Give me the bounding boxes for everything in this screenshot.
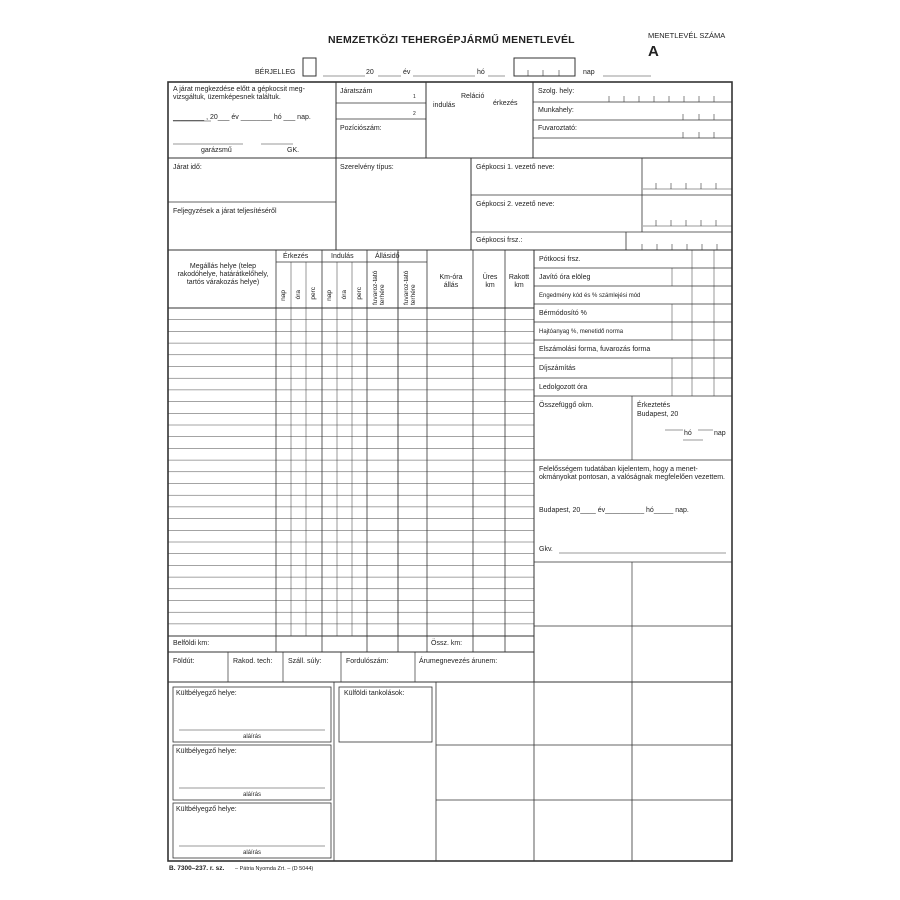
gepkocsi-frsz-label: Gépkocsi frsz.:: [476, 237, 523, 244]
kulfoldi-tankolasok-label: Külföldi tankolások:: [344, 690, 405, 697]
indulas-ora: óra: [341, 290, 348, 300]
rakott-km-header: Rakott km: [508, 274, 530, 289]
erkeztetes-label: Érkeztetés: [637, 402, 671, 409]
check-date-line: ________ , 20___ év ________ hó ___ nap.: [173, 114, 311, 121]
foldut-label: Földút:: [173, 658, 195, 665]
erkezes-ora: óra: [295, 290, 302, 300]
erkeztetes-nap: nap: [714, 430, 726, 437]
felelosseg-text: Felelősségem tudatában kijelentem, hogy a menet-okmányokat pontosan, a valóságnak megfelelően vezettem.: [539, 466, 726, 481]
relacio-indulas: indulás: [433, 102, 456, 109]
allasido-header: Állásidő: [375, 253, 400, 260]
rakod-tech-label: Rakod. tech:: [233, 658, 273, 665]
year-prefix: 20: [366, 69, 374, 76]
check-text: A járat megkezdése előtt a gépkocsit meg-vizsgáltuk, üzemképesnek találtuk.: [173, 86, 305, 101]
kultelyegzo-1-label: Kültbélyegző helye:: [176, 690, 237, 697]
vezeto2-label: Gépkocsi 2. vezető neve:: [476, 201, 555, 208]
gk-label: GK.: [287, 147, 300, 154]
engedmeny-label: Engedmény kód és % számlejési mód: [539, 293, 641, 299]
alairas-2: aláírás: [243, 792, 262, 798]
ossz-km-label: Össz. km:: [431, 640, 463, 647]
szerelveny-label: Szerelvény típus:: [340, 164, 394, 171]
ho-label: hó: [477, 69, 485, 76]
kmora-header: Km-óra állás: [439, 274, 463, 289]
ev-label: év: [403, 69, 411, 76]
erkezes-header: Érkezés: [283, 253, 309, 260]
szolg-hely-label: Szolg. hely:: [538, 88, 575, 95]
form-grid-lines: [143, 0, 755, 900]
budapest-date-line: Budapest, 20____ év__________ hó_____ nap.: [539, 507, 689, 514]
kultelyegzo-3-label: Kültbélyegző helye:: [176, 806, 237, 813]
ures-km-header: Üres km: [482, 274, 498, 289]
relacio-erkezes: érkezés: [493, 100, 518, 107]
indulas-nap: nap: [326, 290, 333, 301]
potkocsi-label: Pótkocsi frsz.: [539, 256, 581, 263]
jaratszam-index-2: 2: [413, 111, 416, 117]
gkv-label: Gkv.: [539, 546, 553, 553]
erkezes-nap: nap: [280, 290, 287, 301]
garazsmu-label: garázsmű: [201, 147, 232, 154]
szall-suly-label: Száll. súly:: [288, 658, 322, 665]
form-page: [143, 0, 755, 900]
jaratszam-index-1: 1: [413, 94, 416, 100]
elszamolasi-label: Elszámolási forma, fuvarozás forma: [539, 346, 651, 353]
ledolgozott-label: Ledolgozott óra: [539, 384, 588, 391]
vezeto1-label: Gépkocsi 1. vezető neve:: [476, 164, 555, 171]
osszefuggo-label: Összefüggő okm.: [539, 402, 594, 409]
erkeztetes-ho: hó: [684, 430, 692, 437]
feljegyzesek-label: Feljegyzések a járat teljesítéséről: [173, 208, 277, 215]
alairas-1: aláírás: [243, 734, 262, 740]
form-title: NEMZETKÖZI TEHERGÉPJÁRMŰ MENETLEVÉL: [328, 34, 575, 46]
belfoldi-km-label: Belföldi km:: [173, 640, 210, 647]
berjelleg-label: BÉRJELLEG: [255, 69, 296, 76]
erkezes-perc: perc: [310, 287, 317, 300]
pozicioszam-label: Pozíciószám:: [340, 125, 382, 132]
nap-label: nap: [583, 69, 595, 76]
fuvaroztato-label: Fuvaroztató:: [538, 125, 577, 132]
bermodosito-label: Bérmódosító %: [539, 310, 587, 317]
footer-code: B. 7300–237. r. sz.: [169, 865, 225, 872]
kultelyegzo-2-label: Kültbélyegző helye:: [176, 748, 237, 755]
dijszamitas-label: Díjszámítás: [539, 365, 576, 372]
hajtoanyag-label: Hajtóanyag %, menetidő norma: [539, 329, 624, 335]
javito-ora-label: Javító óra elöleg: [539, 274, 591, 281]
fordulosza-label: Fordulószám:: [346, 658, 389, 665]
jarat-ido-label: Járat idő:: [173, 164, 202, 171]
jaratszam-label: Járatszám: [340, 88, 373, 95]
indulas-perc: perc: [356, 287, 363, 300]
series-letter: A: [648, 43, 659, 60]
megallas-header: Megállás helye (telep rakodóhelye, határátkelőhely, tartós várakozás helye): [177, 263, 269, 286]
arumegnevezes-label: Árumegnevezés árunem:: [419, 658, 498, 665]
indulas-header: Indulás: [331, 253, 354, 260]
erkeztetes-budapest: Budapest, 20: [637, 411, 679, 418]
footer-printer: – Pátria Nyomda Zrt. – (D 5044): [235, 866, 314, 872]
allasido-fuvar1: fuvaroz-tató terhére: [372, 270, 386, 305]
munkahely-label: Munkahely:: [538, 107, 574, 114]
allasido-fuvar2: fuvaroz-tató terhére: [403, 270, 417, 305]
relacio-label: Reláció: [461, 93, 485, 100]
alairas-3: aláírás: [243, 850, 262, 856]
number-label: MENETLEVÉL SZÁMA: [648, 31, 726, 40]
